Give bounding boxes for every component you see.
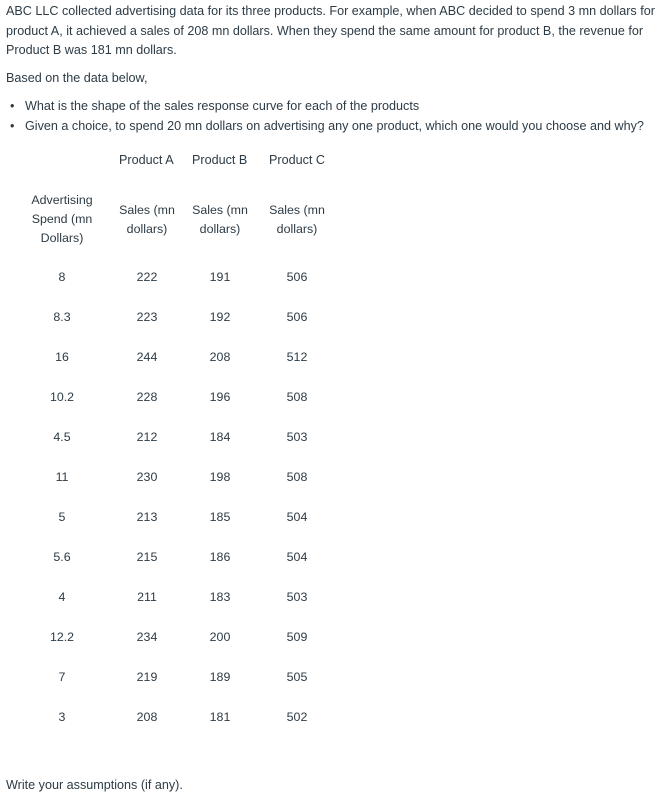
header-sales-a: Sales (mn dollars): [119, 203, 175, 236]
header-sales-b: Sales (mn dollars): [192, 203, 248, 236]
cell-advertising-spend: 5.6: [53, 550, 71, 564]
cell-sales-a: 219: [136, 670, 158, 684]
cell-advertising-spend: 7: [58, 670, 66, 684]
cell-sales-c: 506: [286, 310, 308, 324]
cell-sales-a: 244: [136, 350, 158, 364]
cell-advertising-spend: 11: [55, 470, 69, 484]
cell-sales-a: 222: [136, 270, 158, 284]
cell-sales-c: 502: [286, 710, 308, 724]
cell-sales-b: 191: [209, 270, 231, 284]
question-item: [8, 96, 644, 116]
cell-sales-a: 228: [136, 390, 158, 404]
cell-sales-b: 192: [209, 310, 231, 324]
cell-sales-c: 505: [286, 670, 308, 684]
cell-sales-c: 504: [286, 550, 308, 564]
cell-advertising-spend: 5: [58, 510, 66, 524]
cell-sales-c: 508: [286, 390, 308, 404]
cell-sales-a: 223: [136, 310, 158, 324]
cell-sales-a: 211: [137, 590, 157, 604]
product-a-label: Product A: [119, 153, 174, 167]
cell-advertising-spend: 8: [58, 270, 66, 284]
intro-paragraph: ABC LLC collected advertising data for its three products. For example, when ABC decided to spend 3 mn dollars for product A, it achieved a sales of 208 mn dollars. When they spend the same amount for product B, the revenue for Product B was 181 mn dollars.: [6, 4, 655, 57]
cell-sales-b: 185: [209, 510, 231, 524]
cell-sales-b: 208: [209, 350, 231, 364]
assumptions-prompt: Write your assumptions (if any).: [6, 778, 183, 792]
cell-advertising-spend: 16: [55, 350, 69, 364]
cell-sales-b: 183: [209, 590, 231, 604]
cell-sales-b: 198: [209, 470, 231, 484]
bullet-icon: •: [10, 99, 15, 113]
cell-sales-a: 212: [136, 430, 158, 444]
cell-sales-b: 181: [209, 710, 231, 724]
cell-sales-c: 508: [286, 470, 308, 484]
cell-sales-a: 234: [136, 630, 158, 644]
cell-advertising-spend: 8.3: [53, 310, 71, 324]
cell-sales-b: 184: [209, 430, 231, 444]
cell-sales-a: 213: [136, 510, 158, 524]
question-text: What is the shape of the sales response curve for each of the products: [25, 99, 420, 113]
cell-advertising-spend: 10.2: [49, 390, 75, 404]
product-c-label: Product C: [269, 153, 325, 167]
bullet-icon: •: [10, 119, 15, 133]
question-text: Given a choice, to spend 20 mn dollars on advertising any one product, which one would you choose and why?: [25, 119, 644, 133]
cell-sales-a: 230: [136, 470, 158, 484]
cell-advertising-spend: 4.5: [53, 430, 71, 444]
cell-sales-a: 208: [136, 710, 158, 724]
based-on-text: Based on the data below,: [6, 71, 148, 85]
product-b-label: Product B: [192, 153, 248, 167]
cell-sales-c: 503: [286, 430, 308, 444]
header-sales-c: Sales (mn dollars): [269, 203, 325, 236]
header-advertising-spend: Advertising Spend (mn Dollars): [31, 193, 93, 245]
cell-sales-b: 200: [209, 630, 231, 644]
cell-sales-b: 186: [209, 550, 231, 564]
cell-sales-c: 506: [286, 270, 308, 284]
question-list: [8, 96, 644, 136]
cell-sales-c: 509: [286, 630, 308, 644]
cell-sales-b: 189: [209, 670, 231, 684]
cell-advertising-spend: 3: [58, 710, 66, 724]
cell-sales-c: 512: [286, 350, 308, 364]
cell-sales-b: 196: [209, 390, 231, 404]
cell-sales-c: 504: [286, 510, 308, 524]
cell-sales-a: 215: [136, 550, 158, 564]
cell-sales-c: 503: [286, 590, 308, 604]
question-item: [8, 116, 644, 136]
cell-advertising-spend: 12.2: [49, 630, 75, 644]
cell-advertising-spend: 4: [58, 590, 66, 604]
